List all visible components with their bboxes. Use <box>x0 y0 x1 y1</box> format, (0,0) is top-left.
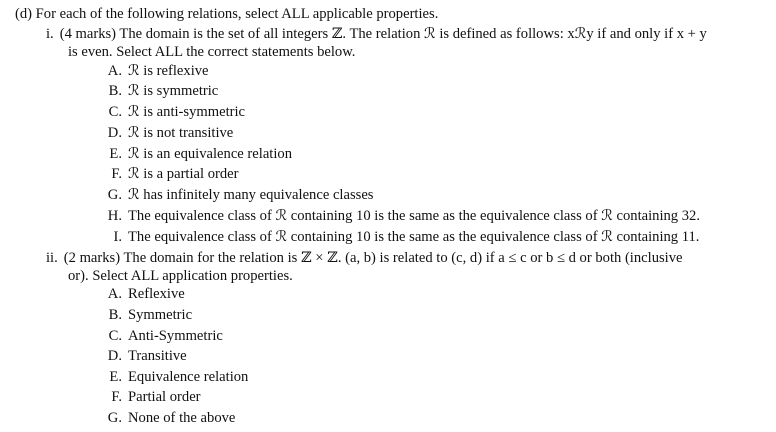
q1-option-c-letter: C. <box>108 104 122 120</box>
q2-option-d-letter: D. <box>107 348 122 364</box>
q2-option-e[interactable] <box>104 368 248 386</box>
q1-option-g-letter: G. <box>107 187 122 203</box>
q2-option-d[interactable] <box>104 347 187 365</box>
q1-option-i-text: The equivalence class of ℛ containing 10 is the same as the equivalence class of ℛ containing 11. <box>128 229 700 245</box>
q1-option-a[interactable] <box>104 62 209 80</box>
question-1-text-line-1: (4 marks) The domain is the set of all integers ℤ. The relation ℛ is defined as follows: xℛy if and only if x + y <box>59 26 707 42</box>
q2-option-c[interactable] <box>104 327 223 345</box>
q1-option-c-text: ℛ is anti-symmetric <box>128 104 246 120</box>
q1-option-e[interactable] <box>104 145 292 163</box>
q1-option-h[interactable] <box>104 207 700 225</box>
q2-option-f-letter: F. <box>111 389 122 405</box>
q2-option-g-letter: G. <box>107 410 122 426</box>
q2-option-f-text: Partial order <box>128 389 201 405</box>
q2-option-g[interactable] <box>104 409 235 427</box>
q2-option-b[interactable] <box>104 306 192 324</box>
q1-option-h-letter: H. <box>107 208 122 224</box>
q1-option-e-text: ℛ is an equivalence relation <box>128 146 293 162</box>
question-2-number: ii. <box>46 250 58 266</box>
q1-option-g-text: ℛ has infinitely many equivalence classes <box>128 187 374 203</box>
q1-option-b-text: ℛ is symmetric <box>128 83 219 99</box>
q1-option-b-letter: B. <box>108 83 122 99</box>
q2-option-a[interactable] <box>104 285 185 303</box>
q2-option-d-text: Transitive <box>128 348 187 364</box>
q1-option-d-letter: D. <box>107 125 122 141</box>
question-2-text-line-1: (2 marks) The domain for the relation is ℤ × ℤ. (a, b) is related to (c, d) if a ≤ c or b ≤ d or both (inclusive <box>63 250 683 266</box>
question-2-line-1 <box>46 249 683 267</box>
q2-option-e-letter: E. <box>109 369 122 385</box>
q1-option-f[interactable] <box>104 165 239 183</box>
question-1-number: i. <box>46 26 54 42</box>
q2-option-f[interactable] <box>104 388 201 406</box>
q1-option-g[interactable] <box>104 186 373 204</box>
q1-option-h-text: The equivalence class of ℛ containing 10 is the same as the equivalence class of ℛ containing 32. <box>128 208 700 224</box>
q2-option-e-text: Equivalence relation <box>128 369 249 385</box>
q2-option-a-text: Reflexive <box>128 286 185 302</box>
q1-option-d[interactable] <box>104 124 233 142</box>
q2-option-g-text: None of the above <box>128 410 236 426</box>
section-heading: (d) For each of the following relations, select ALL applicable properties. <box>15 6 439 22</box>
q1-option-d-text: ℛ is not transitive <box>128 125 234 141</box>
question-2-text-line-2: or). Select ALL application properties. <box>68 268 293 284</box>
q2-option-c-text: Anti-Symmetric <box>128 328 223 344</box>
q2-option-b-text: Symmetric <box>128 307 193 323</box>
q1-option-i-letter: I. <box>113 229 122 245</box>
question-1-text-line-2: is even. Select ALL the correct statements below. <box>68 44 356 60</box>
q1-option-f-text: ℛ is a partial order <box>128 166 239 182</box>
question-1-line-1 <box>46 25 707 43</box>
q1-option-a-letter: A. <box>107 63 122 79</box>
q2-option-a-letter: A. <box>107 286 122 302</box>
q1-option-e-letter: E. <box>109 146 122 162</box>
q1-option-a-text: ℛ is reflexive <box>128 63 209 79</box>
q2-option-c-letter: C. <box>108 328 122 344</box>
q1-option-f-letter: F. <box>111 166 122 182</box>
q1-option-c[interactable] <box>104 103 245 121</box>
q1-option-b[interactable] <box>104 82 218 100</box>
q2-option-b-letter: B. <box>108 307 122 323</box>
q1-option-i[interactable] <box>104 228 699 246</box>
